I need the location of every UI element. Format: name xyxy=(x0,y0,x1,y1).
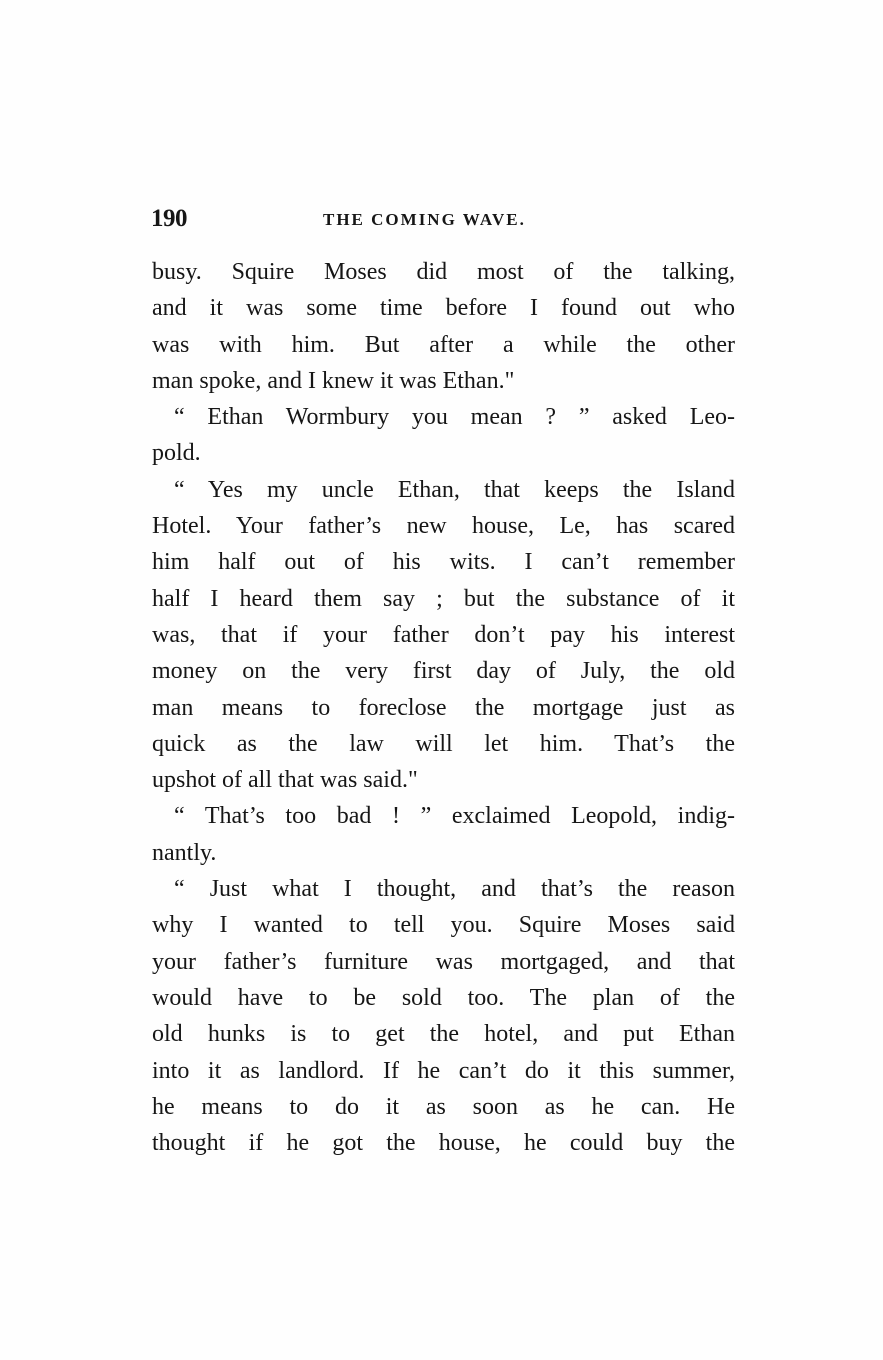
text-line: upshot of all that was said." xyxy=(152,767,418,794)
text-line: busy. Squire Moses did most of the talking, xyxy=(152,259,735,285)
text-line: man spoke, and I knew it was Ethan." xyxy=(152,367,515,394)
text-line: into it as landlord. If he can’t do it this summer, xyxy=(152,1057,735,1084)
text-line: “ Yes my uncle Ethan, that keeps the Island xyxy=(174,476,735,503)
body-text xyxy=(152,254,735,1161)
text-line: “ Ethan Wormbury you mean ? ” asked Leo- xyxy=(174,404,735,431)
text-line: and it was some time before I found out who xyxy=(152,295,735,322)
text-line: old hunks is to get the hotel, and put Ethan xyxy=(152,1021,735,1048)
text-line: he means to do it as soon as he can. He xyxy=(152,1093,735,1120)
running-head xyxy=(151,203,736,235)
text-line: him half out of his wits. I can’t remember xyxy=(152,549,735,576)
text-line: was with him. But after a while the other xyxy=(152,331,735,358)
text-line: man means to foreclose the mortgage just as xyxy=(152,694,735,721)
page-number: 190 xyxy=(151,205,187,232)
text-line: was, that if your father don’t pay his interest xyxy=(152,621,735,648)
text-line: quick as the law will let him. That’s the xyxy=(152,730,735,757)
text-line: Hotel. Your father’s new house, Le, has scared xyxy=(152,513,735,540)
text-line: pold. xyxy=(152,440,201,467)
running-title: THE COMING WAVE. xyxy=(323,210,526,229)
text-line: “ Just what I thought, and that’s the reason xyxy=(174,876,735,903)
text-line: your father’s furniture was mortgaged, and that xyxy=(152,948,735,975)
text-line: why I wanted to tell you. Squire Moses said xyxy=(152,912,735,939)
text-line: “ That’s too bad ! ” exclaimed Leopold, indig- xyxy=(174,803,735,830)
text-line: half I heard them say ; but the substance of it xyxy=(152,585,735,612)
text-line: nantly. xyxy=(152,839,217,866)
text-line: money on the very first day of July, the old xyxy=(152,658,735,685)
text-line: thought if he got the house, he could buy the xyxy=(152,1130,735,1157)
text-line: would have to be sold too. The plan of the xyxy=(152,984,735,1011)
